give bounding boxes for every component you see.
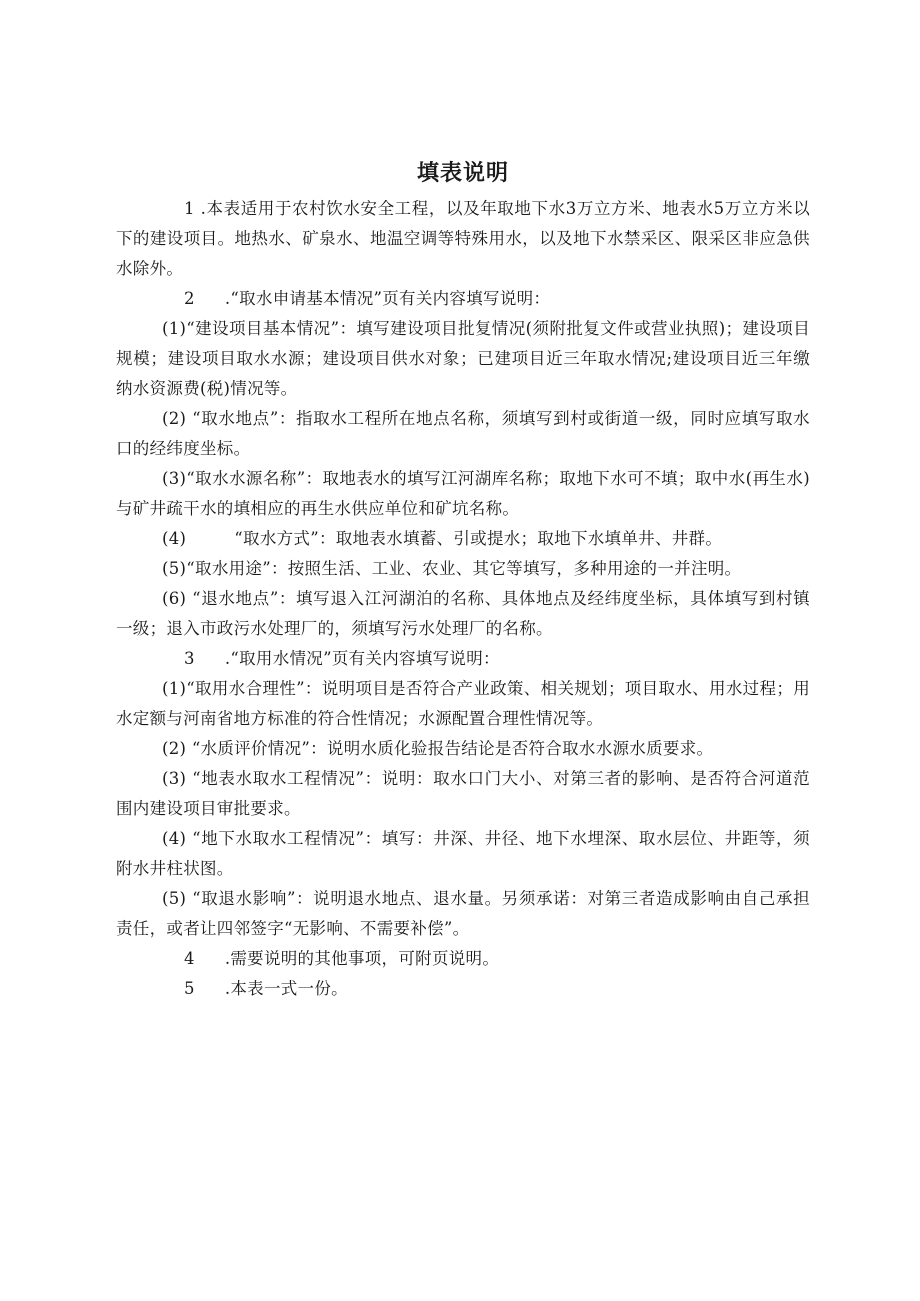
item-1-text: .本表适用于农村饮水安全工程，以及年取地下水3万立方米、地表水5万立方米以下的建设项目。地热水、矿泉水、地温空调等特殊用水，以及地下水禁采区、限采区非应急供水除外。 [116, 199, 811, 278]
sub-number: (4) [162, 529, 187, 548]
item-2-sub-6 [116, 584, 810, 644]
item-3 [116, 644, 810, 674]
page-title: 填表说明 [416, 161, 509, 186]
item-4-number: 4 [184, 949, 195, 968]
sub-text: “地表水取水工程情况”：说明：取水口门大小、对第三者的影响、是否符合河道范围内建设项目审批要求。 [116, 769, 810, 818]
item-2-sub-3 [116, 464, 810, 524]
sub-text: “取水水源名称”：取地表水的填写江河湖库名称；取地下水可不填；取中水(再生水)与矿井疏干水的填相应的再生水供应单位和矿坑名称。 [116, 469, 810, 518]
item-3-sub-4 [116, 824, 810, 884]
item-1 [116, 194, 810, 284]
instructions-page [116, 158, 810, 1004]
sub-text: “退水地点”：填写退入江河湖泊的名称、具体地点及经纬度坐标，具体填写到村镇一级；退入市政污水处理厂的，须填写污水处理厂的名称。 [116, 589, 810, 638]
sub-number: (2) [162, 739, 187, 758]
item-4-text: .需要说明的其他事项，可附页说明。 [224, 949, 500, 968]
sub-text: “取退水影响”：说明退水地点、退水量。另须承诺：对第三者造成影响由自己承担责任，或者让四邻签字“无影响、不需要补偿”。 [116, 889, 810, 938]
sub-text: “取水地点”：指取水工程所在地点名称，须填写到村或街道一级，同时应填写取水口的经纬度坐标。 [116, 409, 810, 458]
sub-text: “取水用途”：按照生活、工业、农业、其它等填写，多种用途的一并注明。 [186, 559, 742, 578]
sub-text: “取水方式”：取地表水填蓄、引或提水；取地下水填单井、井群。 [234, 529, 723, 548]
item-3-number: 3 [184, 649, 195, 668]
item-2-text: .“取水申请基本情况”页有关内容填写说明： [224, 289, 551, 308]
sub-number: (3) [162, 769, 187, 788]
item-2-sub-2 [116, 404, 810, 464]
sub-number: (5) [162, 889, 187, 908]
item-3-sub-2 [116, 734, 810, 764]
sub-number: (1) [162, 319, 187, 338]
sub-number: (3) [162, 469, 187, 488]
item-3-sub-3 [116, 764, 810, 824]
item-2-number: 2 [184, 289, 195, 308]
sub-text: “水质评价情况”：说明水质化验报告结论是否符合取水水源水质要求。 [191, 739, 714, 758]
item-2-sub-1 [116, 314, 810, 404]
sub-number: (6) [162, 589, 187, 608]
sub-text: “地下水取水工程情况”：填写：井深、井径、地下水埋深、取水层位、井距等，须附水井柱状图。 [116, 829, 810, 878]
item-5-number: 5 [184, 979, 195, 998]
sub-number: (5) [162, 559, 187, 578]
sub-number: (4) [162, 829, 187, 848]
sub-number: (2) [162, 409, 187, 428]
item-3-text: .“取用水情况”页有关内容填写说明： [224, 649, 500, 668]
sub-number: (1) [162, 679, 187, 698]
item-3-sub-1 [116, 674, 810, 734]
sub-text: “取用水合理性”：说明项目是否符合产业政策、相关规划；项目取水、用水过程；用水定额与河南省地方标准的符合性情况；水源配置合理性情况等。 [116, 679, 810, 728]
item-4 [116, 944, 810, 974]
item-5-text: .本表一式一份。 [224, 979, 348, 998]
item-2-sub-4 [116, 524, 810, 554]
item-3-sub-5 [116, 884, 810, 944]
item-5 [116, 974, 810, 1004]
item-2 [116, 284, 810, 314]
sub-text: “建设项目基本情况”：填写建设项目批复情况(须附批复文件或营业执照)；建设项目规模；建设项目取水水源；建设项目供水对象；已建项目近三年取水情况;建设项目近三年缴纳水资源费(税)情况等。 [116, 319, 810, 398]
item-1-number: 1 [184, 199, 195, 218]
item-2-sub-5 [116, 554, 810, 584]
